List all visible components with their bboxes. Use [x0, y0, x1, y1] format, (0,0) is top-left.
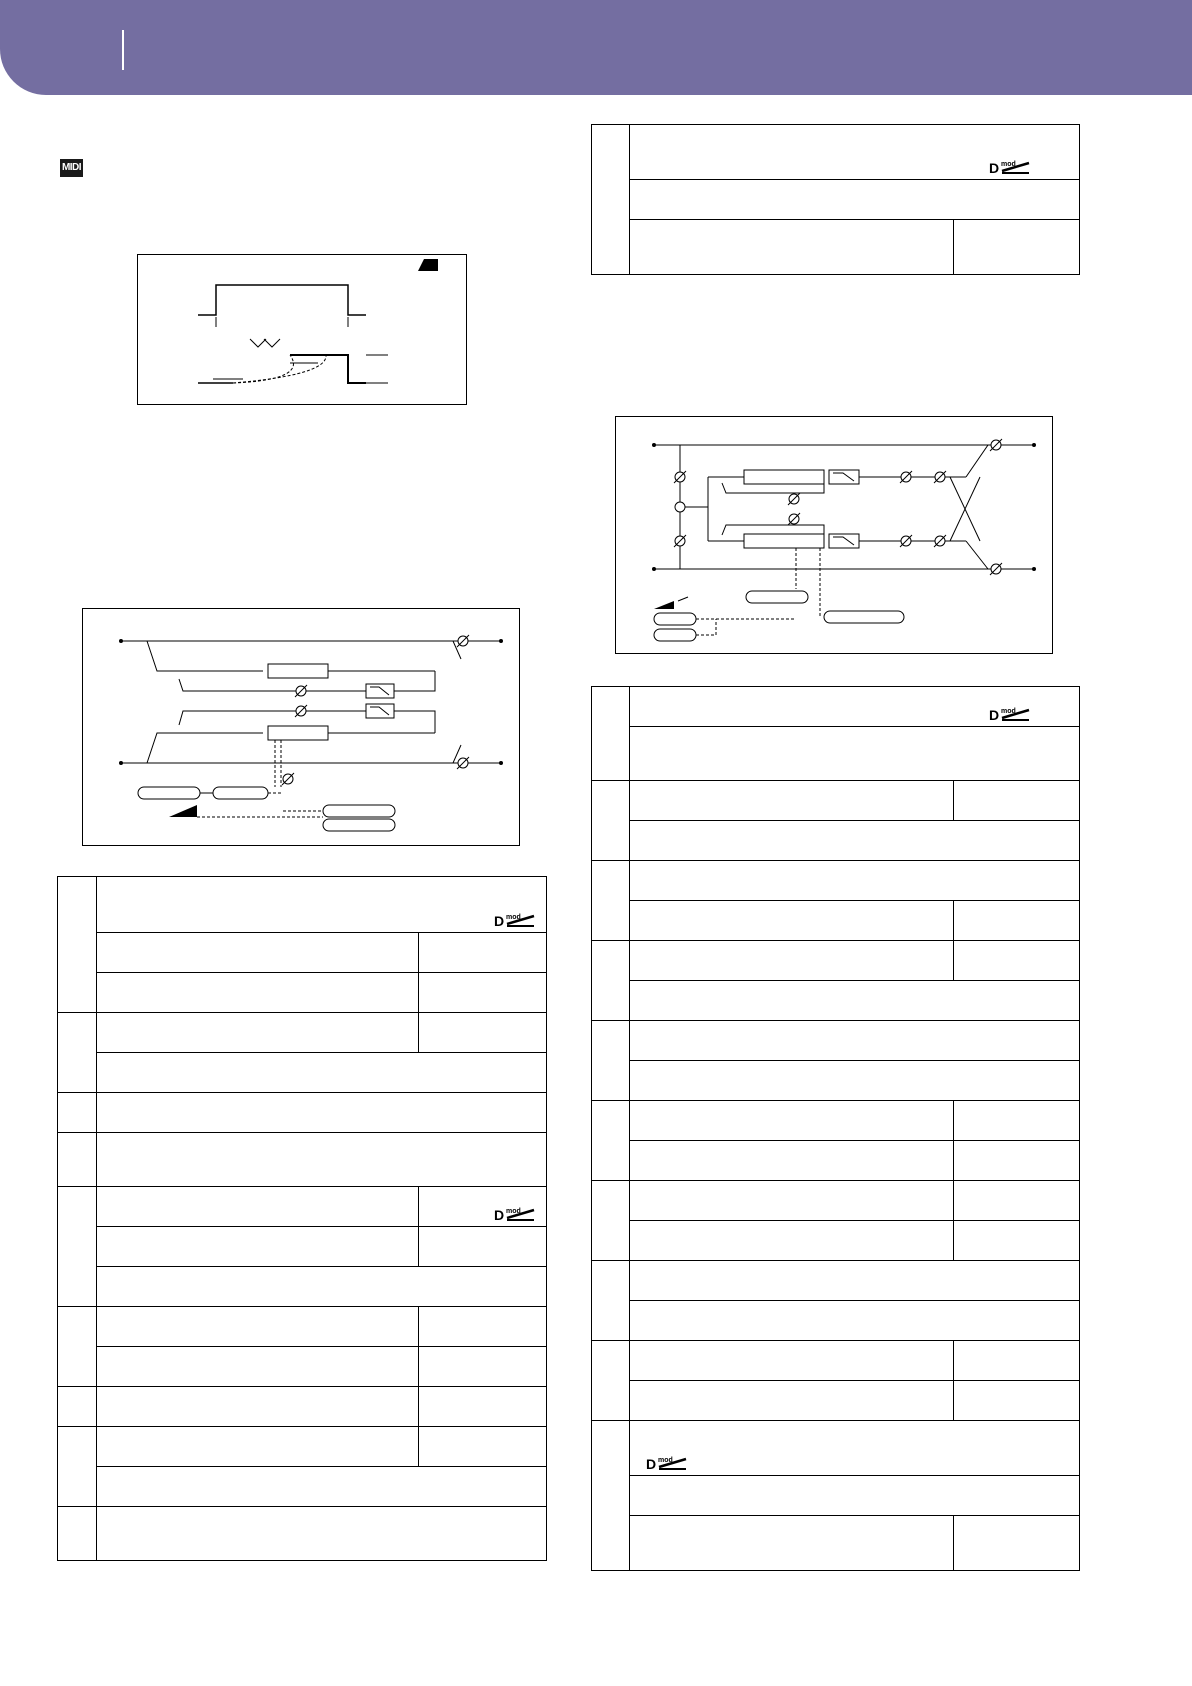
svg-text:mod: mod: [1001, 161, 1016, 168]
envelope-diagram: [137, 254, 467, 405]
param-cell: [630, 901, 954, 941]
svg-text:D: D: [646, 1456, 657, 1471]
param-value-cell: [419, 1227, 547, 1267]
ramp-icon: [418, 259, 438, 271]
param-index-cell: [592, 861, 630, 941]
param-cell: [97, 1227, 419, 1267]
param-cell: [97, 1267, 547, 1307]
param-cell: [630, 821, 1080, 861]
svg-text:mod: mod: [506, 914, 521, 921]
midi-icon: MIDI: [60, 159, 83, 177]
param-cell: [630, 1516, 954, 1571]
param-cell: [630, 1141, 954, 1181]
header-divider: [122, 30, 124, 70]
param-value-cell: [954, 941, 1080, 981]
svg-text:mod: mod: [506, 1208, 521, 1215]
svg-text:D: D: [494, 913, 505, 928]
right-block-diagram: [615, 416, 1053, 654]
param-value-cell: [954, 781, 1080, 821]
d-mod-icon: [494, 1206, 538, 1222]
param-index-cell: [58, 1387, 97, 1427]
param-cell: [630, 861, 1080, 901]
param-index-cell: [592, 1101, 630, 1181]
param-cell: [630, 981, 1080, 1021]
param-value-cell: [954, 1516, 1080, 1571]
param-cell: [630, 1221, 954, 1261]
param-cell: [630, 1476, 1080, 1516]
d-mod-icon: [989, 706, 1033, 722]
param-cell: [630, 1381, 954, 1421]
param-cell: [97, 1053, 547, 1093]
d-mod-icon: [989, 159, 1033, 175]
param-value-cell: [419, 1013, 547, 1053]
param-index-cell: [58, 1013, 97, 1093]
param-cell: [97, 1387, 419, 1427]
param-cell: [97, 1093, 547, 1133]
param-value-cell: [954, 1221, 1080, 1261]
param-index-cell: [592, 1021, 630, 1101]
svg-text:D: D: [494, 1207, 505, 1222]
param-value-cell: [954, 1341, 1080, 1381]
param-cell: [630, 180, 1080, 220]
param-index-cell: [58, 1093, 97, 1133]
param-value-cell: [419, 1427, 547, 1467]
param-index-cell: [58, 1507, 97, 1561]
param-value-cell: [954, 901, 1080, 941]
d-mod-icon: [646, 1455, 690, 1471]
param-value-cell: [954, 1141, 1080, 1181]
param-index-cell: [58, 1133, 97, 1187]
param-index-cell: [592, 941, 630, 1021]
svg-text:D: D: [989, 160, 1000, 175]
param-index-cell: [58, 1427, 97, 1507]
param-index-cell: [58, 1187, 97, 1307]
param-value-cell: [419, 1187, 547, 1227]
param-cell: [97, 1507, 547, 1561]
svg-text:D: D: [989, 707, 1000, 722]
param-cell: [97, 973, 419, 1013]
param-cell: [630, 781, 954, 821]
param-cell: [630, 1261, 1080, 1301]
param-value-cell: [419, 1347, 547, 1387]
param-cell: [97, 1013, 419, 1053]
param-cell: [630, 1061, 1080, 1101]
param-value-cell: [954, 1181, 1080, 1221]
param-cell: [97, 1427, 419, 1467]
param-cell: [630, 125, 1080, 180]
left-parameter-table: [57, 876, 547, 1561]
param-cell: [630, 1181, 954, 1221]
param-cell: [630, 1301, 1080, 1341]
param-index-cell: [592, 125, 630, 275]
param-index-cell: [592, 1341, 630, 1421]
param-cell: [630, 220, 954, 275]
svg-text:mod: mod: [658, 1457, 673, 1464]
param-cell: [97, 933, 419, 973]
param-cell: [630, 1101, 954, 1141]
param-cell: [630, 1421, 1080, 1476]
param-cell: [97, 1133, 547, 1187]
d-mod-icon: [494, 912, 538, 928]
param-cell: [630, 1021, 1080, 1061]
param-value-cell: [954, 1101, 1080, 1141]
param-cell: [630, 727, 1080, 781]
param-value-cell: [419, 973, 547, 1013]
param-cell: [630, 687, 1080, 727]
param-index-cell: [58, 1307, 97, 1387]
param-cell: [630, 1341, 954, 1381]
param-index-cell: [592, 1421, 630, 1571]
param-index-cell: [592, 1181, 630, 1261]
param-index-cell: [592, 781, 630, 861]
param-cell: [97, 877, 547, 933]
param-value-cell: [954, 220, 1080, 275]
param-index-cell: [58, 877, 97, 1013]
param-cell: [97, 1307, 419, 1347]
page-header: [0, 0, 1192, 95]
left-block-diagram: [82, 608, 520, 846]
right-parameter-table: [591, 686, 1080, 1571]
param-value-cell: [419, 1387, 547, 1427]
param-cell: [630, 941, 954, 981]
param-cell: [97, 1467, 547, 1507]
param-value-cell: [419, 1307, 547, 1347]
svg-text:mod: mod: [1001, 708, 1016, 715]
param-cell: [97, 1187, 419, 1227]
param-value-cell: [954, 1381, 1080, 1421]
param-index-cell: [592, 1261, 630, 1341]
param-cell: [97, 1347, 419, 1387]
right-top-table: [591, 124, 1080, 275]
param-index-cell: [592, 687, 630, 781]
param-value-cell: [419, 933, 547, 973]
